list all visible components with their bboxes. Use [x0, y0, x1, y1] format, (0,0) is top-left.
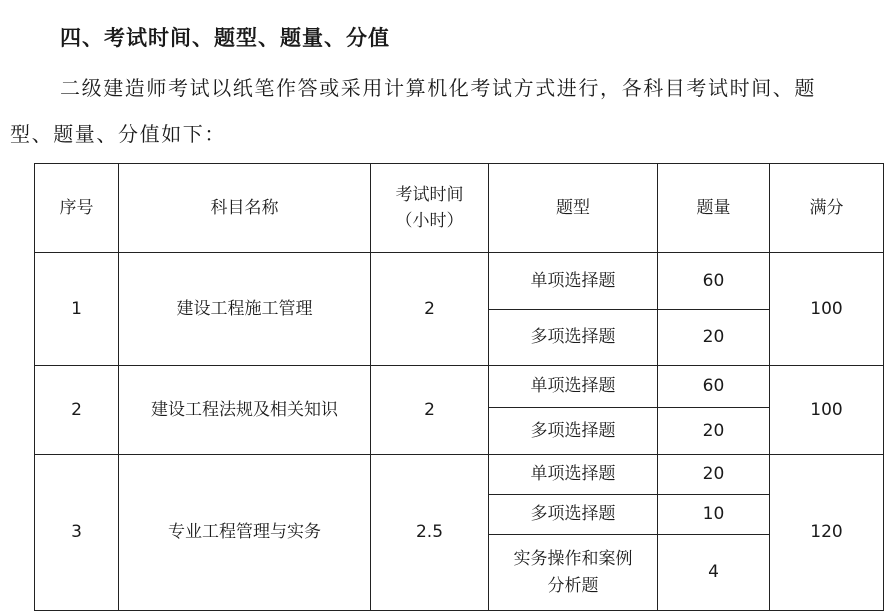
row1-count-1: 60 — [658, 253, 770, 310]
table-row — [35, 253, 884, 310]
row2-score: 100 — [770, 366, 884, 455]
table-header-row — [35, 164, 884, 253]
section-heading: 四、考试时间、题型、题量、分值 — [60, 26, 390, 50]
header-time — [371, 164, 489, 253]
row1-subject: 建设工程施工管理 — [119, 253, 371, 366]
row3-type-3-line2: 分析题 — [547, 575, 599, 596]
row1-score: 100 — [770, 253, 884, 366]
row3-type-1: 单项选择题 — [489, 455, 658, 495]
header-time-line2: （小时） — [395, 211, 464, 231]
row2-type-2: 多项选择题 — [489, 408, 658, 455]
table-row — [35, 455, 884, 495]
header-subject: 科目名称 — [119, 164, 371, 253]
row3-type-2: 多项选择题 — [489, 495, 658, 535]
header-seq: 序号 — [35, 164, 119, 253]
row2-seq: 2 — [35, 366, 119, 455]
row2-subject: 建设工程法规及相关知识 — [119, 366, 371, 455]
row1-type-2: 多项选择题 — [489, 310, 658, 366]
row1-time: 2 — [371, 253, 489, 366]
table-row — [35, 366, 884, 408]
row3-count-3: 4 — [658, 535, 770, 611]
row1-seq: 1 — [35, 253, 119, 366]
header-score: 满分 — [770, 164, 884, 253]
row1-count-2: 20 — [658, 310, 770, 366]
intro-paragraph-line2: 型、题量、分值如下： — [10, 122, 226, 146]
header-time-line1: 考试时间 — [395, 184, 464, 205]
row2-count-1: 60 — [658, 366, 770, 408]
row3-count-2: 10 — [658, 495, 770, 535]
row3-time: 2.5 — [371, 455, 489, 611]
row3-type-3 — [489, 535, 658, 611]
row2-time: 2 — [371, 366, 489, 455]
row2-count-2: 20 — [658, 408, 770, 455]
row1-type-1: 单项选择题 — [489, 253, 658, 310]
row3-score: 120 — [770, 455, 884, 611]
row3-subject: 专业工程管理与实务 — [119, 455, 371, 611]
intro-paragraph-line1: 二级建造师考试以纸笔作答或采用计算机化考试方式进行，各科目考试时间、题 — [60, 76, 816, 100]
row3-count-1: 20 — [658, 455, 770, 495]
header-count: 题量 — [658, 164, 770, 253]
row3-seq: 3 — [35, 455, 119, 611]
row3-type-3-line1: 实务操作和案例 — [513, 549, 633, 570]
header-type: 题型 — [489, 164, 658, 253]
row2-type-1: 单项选择题 — [489, 366, 658, 408]
exam-info-table — [34, 163, 884, 611]
